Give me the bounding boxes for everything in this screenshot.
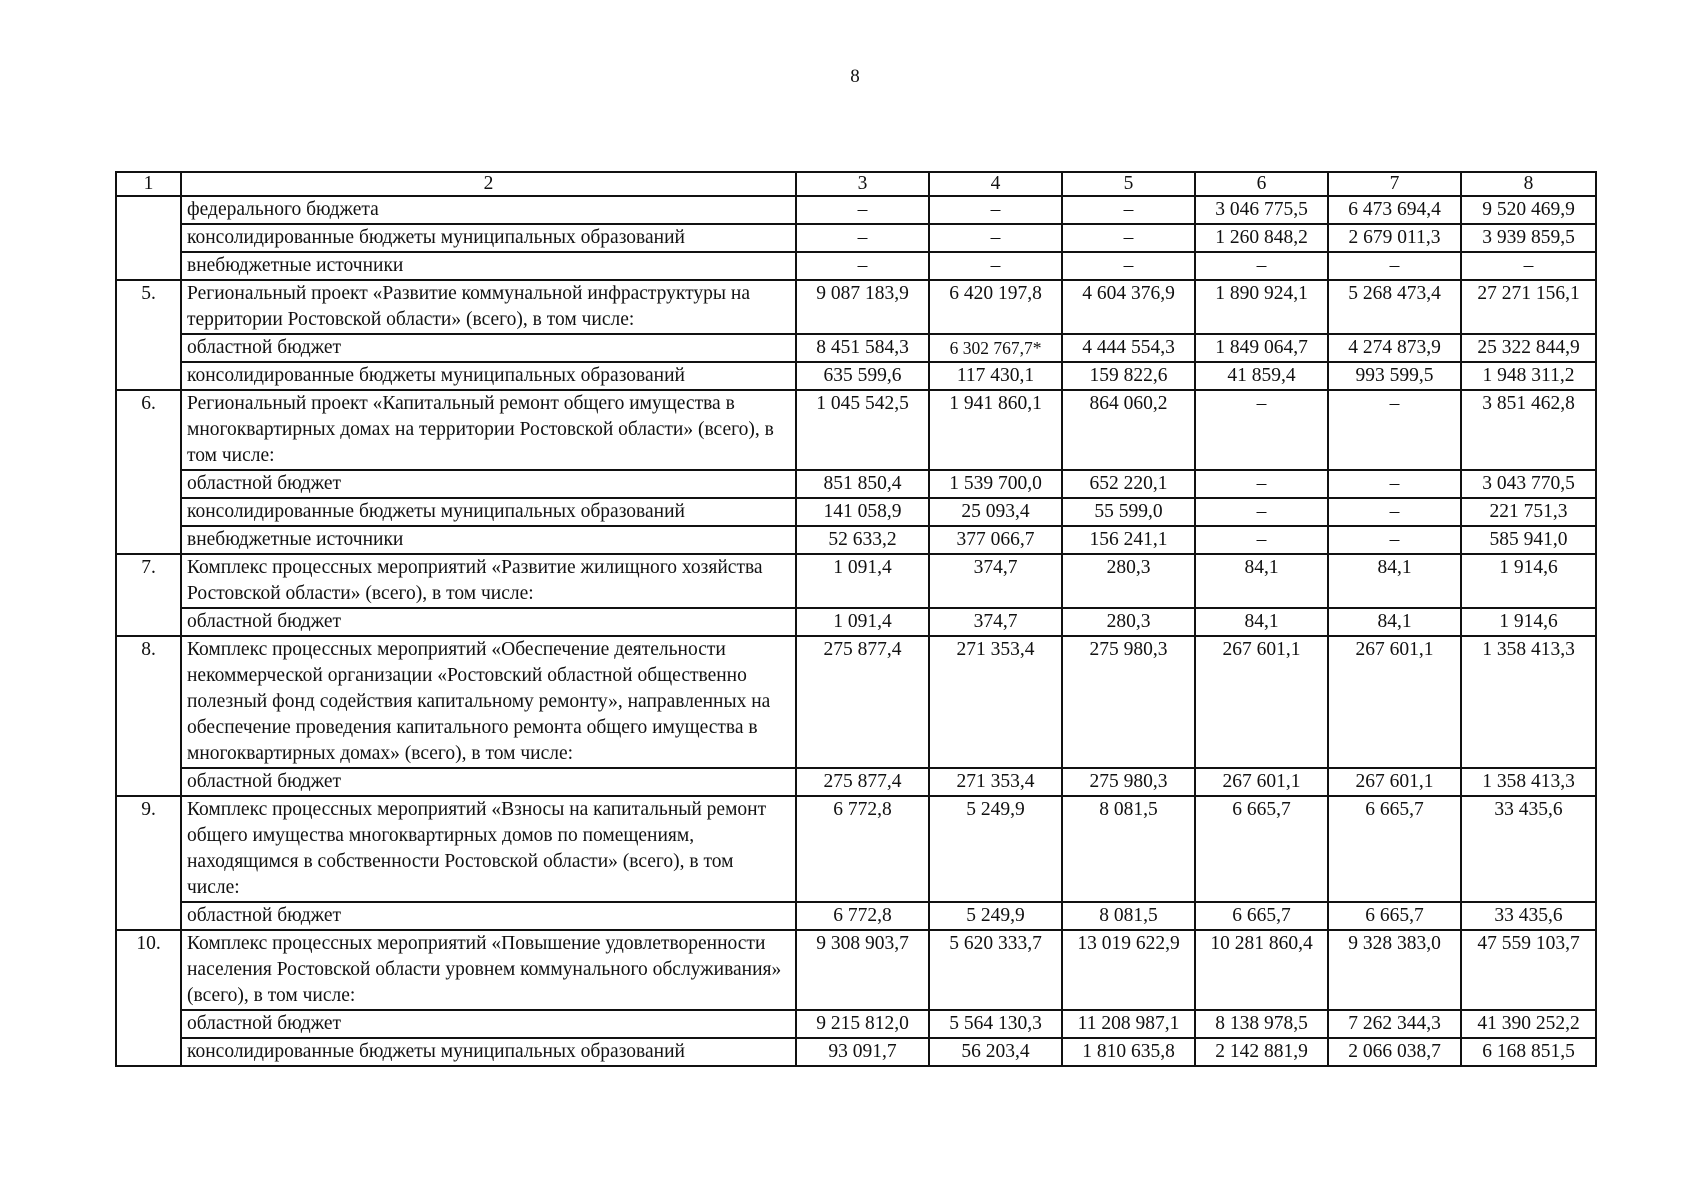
value-cell: 3 851 462,8 — [1461, 390, 1596, 470]
row-label: внебюджетные источники — [181, 526, 796, 554]
value-cell: 6 473 694,4 — [1328, 196, 1461, 224]
value-cell: – — [929, 224, 1062, 252]
value-cell: 25 093,4 — [929, 498, 1062, 526]
value-cell: – — [1328, 390, 1461, 470]
value-cell: 13 019 622,9 — [1062, 930, 1195, 1010]
value-cell: 47 559 103,7 — [1461, 930, 1596, 1010]
value-cell: 2 142 881,9 — [1195, 1038, 1328, 1066]
row-number: 9. — [116, 796, 181, 930]
value-cell: 1 810 635,8 — [1062, 1038, 1195, 1066]
value-cell: 6 665,7 — [1328, 902, 1461, 930]
value-cell: 5 620 333,7 — [929, 930, 1062, 1010]
value-cell: 9 087 183,9 — [796, 280, 929, 334]
header-cell: 1 — [116, 172, 181, 196]
value-cell: 4 604 376,9 — [1062, 280, 1195, 334]
table-row-main — [116, 554, 1596, 608]
value-cell: 1 914,6 — [1461, 608, 1596, 636]
value-cell: 159 822,6 — [1062, 362, 1195, 390]
value-cell: 6 665,7 — [1328, 796, 1461, 902]
value-cell: 6 420 197,8 — [929, 280, 1062, 334]
value-cell: 25 322 844,9 — [1461, 334, 1596, 362]
table-row-main — [116, 280, 1596, 334]
value-cell: 275 980,3 — [1062, 636, 1195, 768]
row-label: областной бюджет — [181, 334, 796, 362]
value-cell: 1 849 064,7 — [1195, 334, 1328, 362]
value-cell: – — [1328, 252, 1461, 280]
value-cell: 635 599,6 — [796, 362, 929, 390]
value-cell: 56 203,4 — [929, 1038, 1062, 1066]
row-label: областной бюджет — [181, 608, 796, 636]
value-cell: 6 168 851,5 — [1461, 1038, 1596, 1066]
value-cell: 1 890 924,1 — [1195, 280, 1328, 334]
value-cell: 6 665,7 — [1195, 902, 1328, 930]
row-number: 8. — [116, 636, 181, 796]
value-cell: 33 435,6 — [1461, 796, 1596, 902]
value-cell: 55 599,0 — [1062, 498, 1195, 526]
value-cell: – — [1328, 470, 1461, 498]
value-cell: 84,1 — [1195, 608, 1328, 636]
value-cell: 33 435,6 — [1461, 902, 1596, 930]
value-cell: 5 249,9 — [929, 902, 1062, 930]
value-cell: 864 060,2 — [1062, 390, 1195, 470]
header-cell: 5 — [1062, 172, 1195, 196]
table-row-sub — [116, 1010, 1596, 1038]
value-cell: 93 091,7 — [796, 1038, 929, 1066]
value-cell: 41 859,4 — [1195, 362, 1328, 390]
value-cell: – — [1195, 252, 1328, 280]
value-cell: 374,7 — [929, 608, 1062, 636]
value-cell: – — [1328, 526, 1461, 554]
row-label: консолидированные бюджеты муниципальных образований — [181, 1038, 796, 1066]
row-label: консолидированные бюджеты муниципальных образований — [181, 362, 796, 390]
value-cell: 6 772,8 — [796, 796, 929, 902]
value-cell: 52 633,2 — [796, 526, 929, 554]
value-cell: 1 091,4 — [796, 554, 929, 608]
value-cell: 275 877,4 — [796, 768, 929, 796]
header-row — [116, 172, 1596, 196]
value-cell: 275 980,3 — [1062, 768, 1195, 796]
table-row-main — [116, 196, 1596, 224]
value-cell: 9 308 903,7 — [796, 930, 929, 1010]
value-cell: 84,1 — [1328, 554, 1461, 608]
header-cell: 3 — [796, 172, 929, 196]
table-row-sub — [116, 768, 1596, 796]
value-cell: 267 601,1 — [1328, 768, 1461, 796]
value-cell: 5 268 473,4 — [1328, 280, 1461, 334]
table-row-sub — [116, 902, 1596, 930]
value-cell: 267 601,1 — [1328, 636, 1461, 768]
value-cell: – — [1195, 470, 1328, 498]
value-cell: 4 274 873,9 — [1328, 334, 1461, 362]
value-cell: 377 066,7 — [929, 526, 1062, 554]
value-cell: 8 081,5 — [1062, 796, 1195, 902]
value-cell: 267 601,1 — [1195, 636, 1328, 768]
value-cell: – — [796, 196, 929, 224]
table-row-main — [116, 796, 1596, 902]
value-cell: 11 208 987,1 — [1062, 1010, 1195, 1038]
table-row-sub — [116, 1038, 1596, 1066]
value-cell: – — [796, 224, 929, 252]
row-label: областной бюджет — [181, 470, 796, 498]
value-cell: 374,7 — [929, 554, 1062, 608]
value-cell: – — [1062, 252, 1195, 280]
value-cell: 271 353,4 — [929, 636, 1062, 768]
row-label: областной бюджет — [181, 1010, 796, 1038]
row-label: Комплекс процессных мероприятий «Взносы на капитальный ремонт общего имущества многоквартирных домов по помещениям, находящимся в собственности Ростовской области» (всего), в том числе: — [181, 796, 796, 902]
value-cell: – — [929, 252, 1062, 280]
value-cell: 652 220,1 — [1062, 470, 1195, 498]
header-cell: 8 — [1461, 172, 1596, 196]
table-row-main — [116, 930, 1596, 1010]
value-cell: 993 599,5 — [1328, 362, 1461, 390]
header-cell: 7 — [1328, 172, 1461, 196]
value-cell: 156 241,1 — [1062, 526, 1195, 554]
value-cell: 27 271 156,1 — [1461, 280, 1596, 334]
value-cell: 267 601,1 — [1195, 768, 1328, 796]
value-cell: 1 260 848,2 — [1195, 224, 1328, 252]
row-label: федерального бюджета — [181, 196, 796, 224]
value-cell: 5 564 130,3 — [929, 1010, 1062, 1038]
value-cell: 5 249,9 — [929, 796, 1062, 902]
value-cell: 9 215 812,0 — [796, 1010, 929, 1038]
row-label: внебюджетные источники — [181, 252, 796, 280]
value-cell: 1 358 413,3 — [1461, 636, 1596, 768]
row-label: Региональный проект «Капитальный ремонт общего имущества в многоквартирных домах на территории Ростовской области» (всего), в том числе: — [181, 390, 796, 470]
value-cell: – — [1195, 498, 1328, 526]
value-cell: 9 520 469,9 — [1461, 196, 1596, 224]
page-number: 8 — [850, 66, 860, 87]
row-number — [116, 196, 181, 280]
value-cell: 84,1 — [1195, 554, 1328, 608]
row-label: Комплекс процессных мероприятий «Обеспечение деятельности некоммерческой организации «Ростовский областной общественно полезный фонд содействия капитальному ремонту», направленных на обеспечение проведения капитального ремонта общего имущества в многоквартирных домах» (всего), в том числе: — [181, 636, 796, 768]
row-number: 5. — [116, 280, 181, 390]
value-cell: 2 679 011,3 — [1328, 224, 1461, 252]
value-cell: 221 751,3 — [1461, 498, 1596, 526]
header-cell: 4 — [929, 172, 1062, 196]
row-label: Комплекс процессных мероприятий «Развитие жилищного хозяйства Ростовской области» (всего), в том числе: — [181, 554, 796, 608]
value-cell: 3 046 775,5 — [1195, 196, 1328, 224]
table-row-main — [116, 636, 1596, 768]
value-cell: 3 043 770,5 — [1461, 470, 1596, 498]
value-cell: 4 444 554,3 — [1062, 334, 1195, 362]
value-cell: 1 091,4 — [796, 608, 929, 636]
value-cell: 141 058,9 — [796, 498, 929, 526]
header-cell: 6 — [1195, 172, 1328, 196]
row-number: 10. — [116, 930, 181, 1066]
value-cell: – — [1062, 196, 1195, 224]
value-cell: – — [929, 196, 1062, 224]
row-label: Региональный проект «Развитие коммунальной инфраструктуры на территории Ростовской области» (всего), в том числе: — [181, 280, 796, 334]
row-number: 6. — [116, 390, 181, 554]
table-row-sub — [116, 470, 1596, 498]
row-label: областной бюджет — [181, 768, 796, 796]
value-cell: 8 081,5 — [1062, 902, 1195, 930]
value-cell: 41 390 252,2 — [1461, 1010, 1596, 1038]
value-cell: 280,3 — [1062, 554, 1195, 608]
value-cell: – — [796, 252, 929, 280]
table-row-sub — [116, 362, 1596, 390]
table-row-sub — [116, 252, 1596, 280]
row-number: 7. — [116, 554, 181, 636]
value-cell: 8 451 584,3 — [796, 334, 929, 362]
value-cell: 6 665,7 — [1195, 796, 1328, 902]
header-cell: 2 — [181, 172, 796, 196]
table-row-sub — [116, 608, 1596, 636]
value-cell: 851 850,4 — [796, 470, 929, 498]
table-row-sub — [116, 224, 1596, 252]
table-row-main — [116, 390, 1596, 470]
value-cell: – — [1195, 526, 1328, 554]
value-cell: 271 353,4 — [929, 768, 1062, 796]
value-cell: 7 262 344,3 — [1328, 1010, 1461, 1038]
value-cell: – — [1328, 498, 1461, 526]
value-cell: – — [1195, 390, 1328, 470]
row-label: областной бюджет — [181, 902, 796, 930]
row-label: Комплекс процессных мероприятий «Повышение удовлетворенности населения Ростовской области уровнем коммунального обслуживания» (всего), в том числе: — [181, 930, 796, 1010]
value-cell: 9 328 383,0 — [1328, 930, 1461, 1010]
value-cell: 84,1 — [1328, 608, 1461, 636]
value-cell: 6 302 767,7* — [929, 334, 1062, 362]
value-cell: 10 281 860,4 — [1195, 930, 1328, 1010]
value-cell: 1 358 413,3 — [1461, 768, 1596, 796]
table-row-sub — [116, 334, 1596, 362]
value-cell: – — [1461, 252, 1596, 280]
value-cell: 117 430,1 — [929, 362, 1062, 390]
value-cell: 280,3 — [1062, 608, 1195, 636]
value-cell: 1 539 700,0 — [929, 470, 1062, 498]
value-cell: 1 045 542,5 — [796, 390, 929, 470]
value-cell: 275 877,4 — [796, 636, 929, 768]
table-row-sub — [116, 498, 1596, 526]
row-label: консолидированные бюджеты муниципальных образований — [181, 498, 796, 526]
value-cell: 6 772,8 — [796, 902, 929, 930]
budget-table — [115, 171, 1597, 1067]
value-cell: – — [1062, 224, 1195, 252]
value-cell: 8 138 978,5 — [1195, 1010, 1328, 1038]
table-row-sub — [116, 526, 1596, 554]
value-cell: 1 941 860,1 — [929, 390, 1062, 470]
value-cell: 585 941,0 — [1461, 526, 1596, 554]
value-cell: 2 066 038,7 — [1328, 1038, 1461, 1066]
value-cell: 3 939 859,5 — [1461, 224, 1596, 252]
value-cell: 1 914,6 — [1461, 554, 1596, 608]
value-cell: 1 948 311,2 — [1461, 362, 1596, 390]
row-label: консолидированные бюджеты муниципальных образований — [181, 224, 796, 252]
